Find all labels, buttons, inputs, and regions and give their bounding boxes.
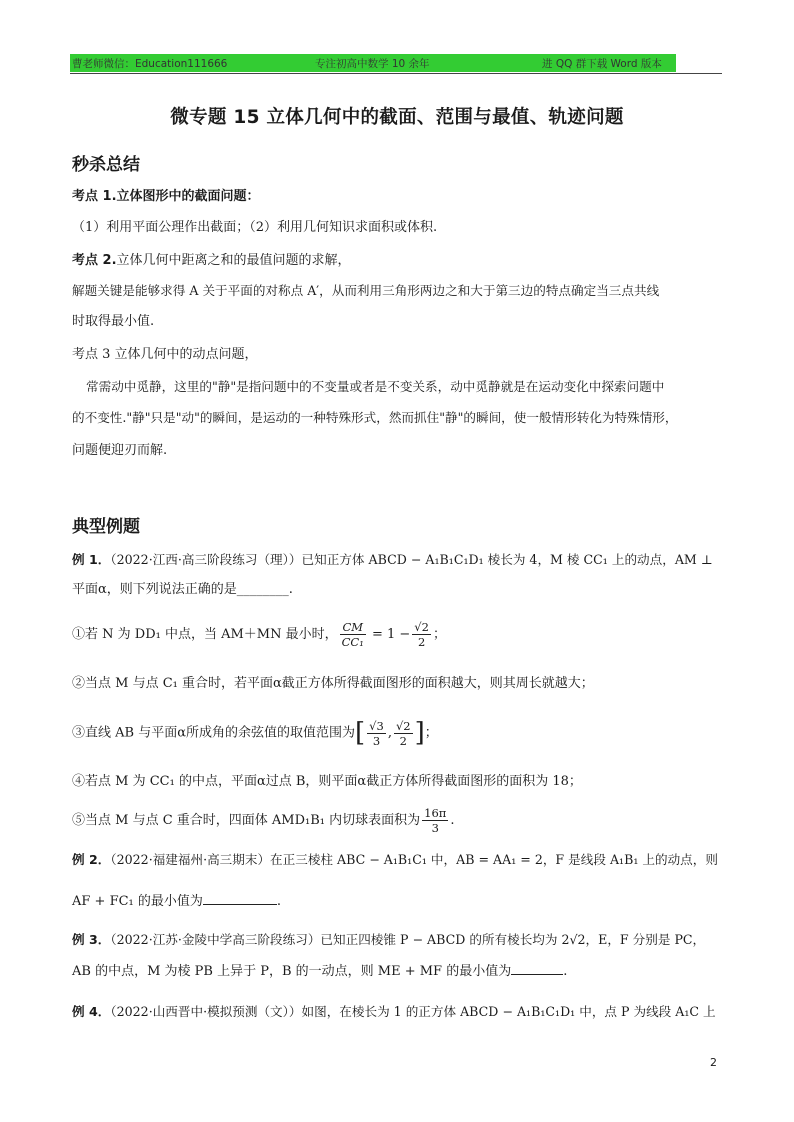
ex2-line2-end: . xyxy=(276,894,282,909)
ex4-text: （2022·山西晋中·模拟预测（文））如图，在棱长为 1 的正方体 ABCD − A₁B₁C₁D₁ 中，点 P 为线段 A₁C 上 xyxy=(110,1004,716,1019)
kp3-body-line2: 的不变性."静"只是"动"的瞬间，是运动的一种特殊形式，然而抓住"静"的瞬间，使一般情形转化为特殊情形， xyxy=(72,410,678,425)
frac-numerator: CM xyxy=(340,620,366,635)
ex1-option3-text: ③直线 AB 与平面α所成角的余弦值的取值范围为 xyxy=(72,725,355,741)
ex1-text: （2022·江西·高三阶段练习（理））已知正方体 ABCD − A₁B₁C₁D₁ 棱长为 4，M 棱 CC₁ 上的动点，AM ⊥ xyxy=(110,552,713,567)
right-bracket-icon: ] xyxy=(414,718,425,748)
ex1-option3-end: ； xyxy=(424,725,438,741)
page-header xyxy=(70,54,720,72)
ex1-option1-end: ； xyxy=(432,627,446,642)
ex3-line2-end: . xyxy=(563,964,568,979)
document-title: 微专题 15 立体几何中的截面、范围与最值、轨迹问题 xyxy=(170,107,624,128)
ex3-text: （2022·江苏·金陵中学高三阶段练习）已知正四棱锥 P − ABCD 的所有棱长均为 2√2，E，F 分别是 PC， xyxy=(110,932,706,947)
ex3-line2-text: AB 的中点，M 为棱 PB 上异于 P，B 的一动点，则 ME + MF 的最小值为 xyxy=(72,964,512,979)
kp2-title-rest: 立体几何中距离之和的最值问题的求解， xyxy=(116,253,351,268)
ex1-option3-fraction2 xyxy=(394,719,413,748)
ex4-line1 xyxy=(72,1002,728,1022)
ex1-option1-text: ①若 N 为 DD₁ 中点，当 AM＋MN 最小时， xyxy=(72,627,338,642)
kp2-body-line1: 解题关键是能够求得 A 关于平面的对称点 A′，从而利用三角形两边之和大于第三边的特点确定当三点共线 xyxy=(72,283,660,298)
kp2-title-line xyxy=(72,251,728,271)
section-heading-examples: 典型例题 xyxy=(72,517,140,537)
kp1-title: 考点 1.立体图形中的截面问题： xyxy=(72,189,260,204)
header-left-text: 曹老师微信：Education111666 xyxy=(72,58,228,70)
ex3-line1 xyxy=(72,930,728,950)
header-center-text: 专注初高中数学 10 余年 xyxy=(315,58,430,70)
ex1-option1-fraction xyxy=(340,620,366,649)
kp2-body-line2: 时取得最小值. xyxy=(72,314,155,329)
ex1-option1-eq: = 1 − xyxy=(367,627,411,642)
frac-numerator: 16π xyxy=(424,806,447,820)
ex2-line1 xyxy=(72,850,728,870)
section-heading-summary: 秒杀总结 xyxy=(72,155,140,175)
ex1-option2: ②当点 M 与点 C₁ 重合时，若平面α截正方体所得截面图形的面积越大，则其周长就越大； xyxy=(72,676,594,691)
ex4-label: 例 4． xyxy=(72,1004,111,1019)
ex1-label: 例 1． xyxy=(72,552,111,567)
answer-blank[interactable] xyxy=(203,904,277,905)
ex1-option5-fraction xyxy=(422,806,448,835)
frac-numerator: √2 xyxy=(395,718,411,733)
ex1-option3-fraction1 xyxy=(367,719,386,748)
ex1-option3: ③直线 AB 与平面α所成角的余弦值的取值范围为[ $\frac{√3}{3}$ , $\frac{√2}{2}$ ]； xyxy=(72,718,438,748)
kp3-title: 考点 3 立体几何中的动点问题， xyxy=(72,347,258,362)
header-right-text: 进 QQ 群下载 Word 版本 xyxy=(542,58,662,70)
ex1-line2: 平面α，则下列说法正确的是________. xyxy=(72,582,293,597)
ex1-option4: ④若点 M 为 CC₁ 的中点，平面α过点 B，则平面α截正方体所得截面图形的面积为 18； xyxy=(72,774,582,789)
frac-denominator: 2 xyxy=(399,733,407,748)
ex1-option5-end: . xyxy=(450,813,455,828)
page-number: 2 xyxy=(710,1056,717,1069)
frac-denominator: CC₁ xyxy=(341,635,364,649)
ex1-option1-root-fraction xyxy=(412,620,431,649)
frac-numerator: √3 xyxy=(369,718,384,733)
kp1-body: （1）利用平面公理作出截面；（2）利用几何知识求面积或体积. xyxy=(72,220,438,235)
ex1-option5 xyxy=(72,806,728,836)
left-bracket-icon: [ xyxy=(355,718,366,748)
frac-denominator: 3 xyxy=(372,733,381,748)
kp3-body-line1: 常需动中觅静，这里的"静"是指问题中的不变量或者是不变关系，动中觅静就是在运动变化中探索问题中 xyxy=(86,379,665,394)
frac-numerator: √2 xyxy=(414,620,429,634)
header-divider xyxy=(70,73,722,74)
frac-denominator: 3 xyxy=(431,821,439,835)
ex3-line2 xyxy=(72,962,728,982)
ex2-line2 xyxy=(72,892,728,912)
kp3-body-line3: 问题便迎刃而解. xyxy=(72,443,168,458)
ex2-text: （2022·福建福州·高三期末）在正三棱柱 ABC − A₁B₁C₁ 中，AB = AA₁ = 2，F 是线段 A₁B₁ 上的动点，则 xyxy=(110,852,718,867)
kp2-title: 考点 2. xyxy=(72,253,117,268)
ex1-option5-text: ⑤当点 M 与点 C 重合时，四面体 AMD₁B₁ 内切球表面积为 xyxy=(72,813,421,828)
ex1-option1 xyxy=(72,620,728,650)
ex2-line2-text: AF + FC₁ 的最小值为 xyxy=(72,894,203,909)
ex2-label: 例 2． xyxy=(72,852,111,867)
frac-denominator: 2 xyxy=(417,635,426,649)
answer-blank[interactable] xyxy=(511,974,563,975)
ex1-line1 xyxy=(72,550,728,570)
ex3-label: 例 3． xyxy=(72,932,111,947)
